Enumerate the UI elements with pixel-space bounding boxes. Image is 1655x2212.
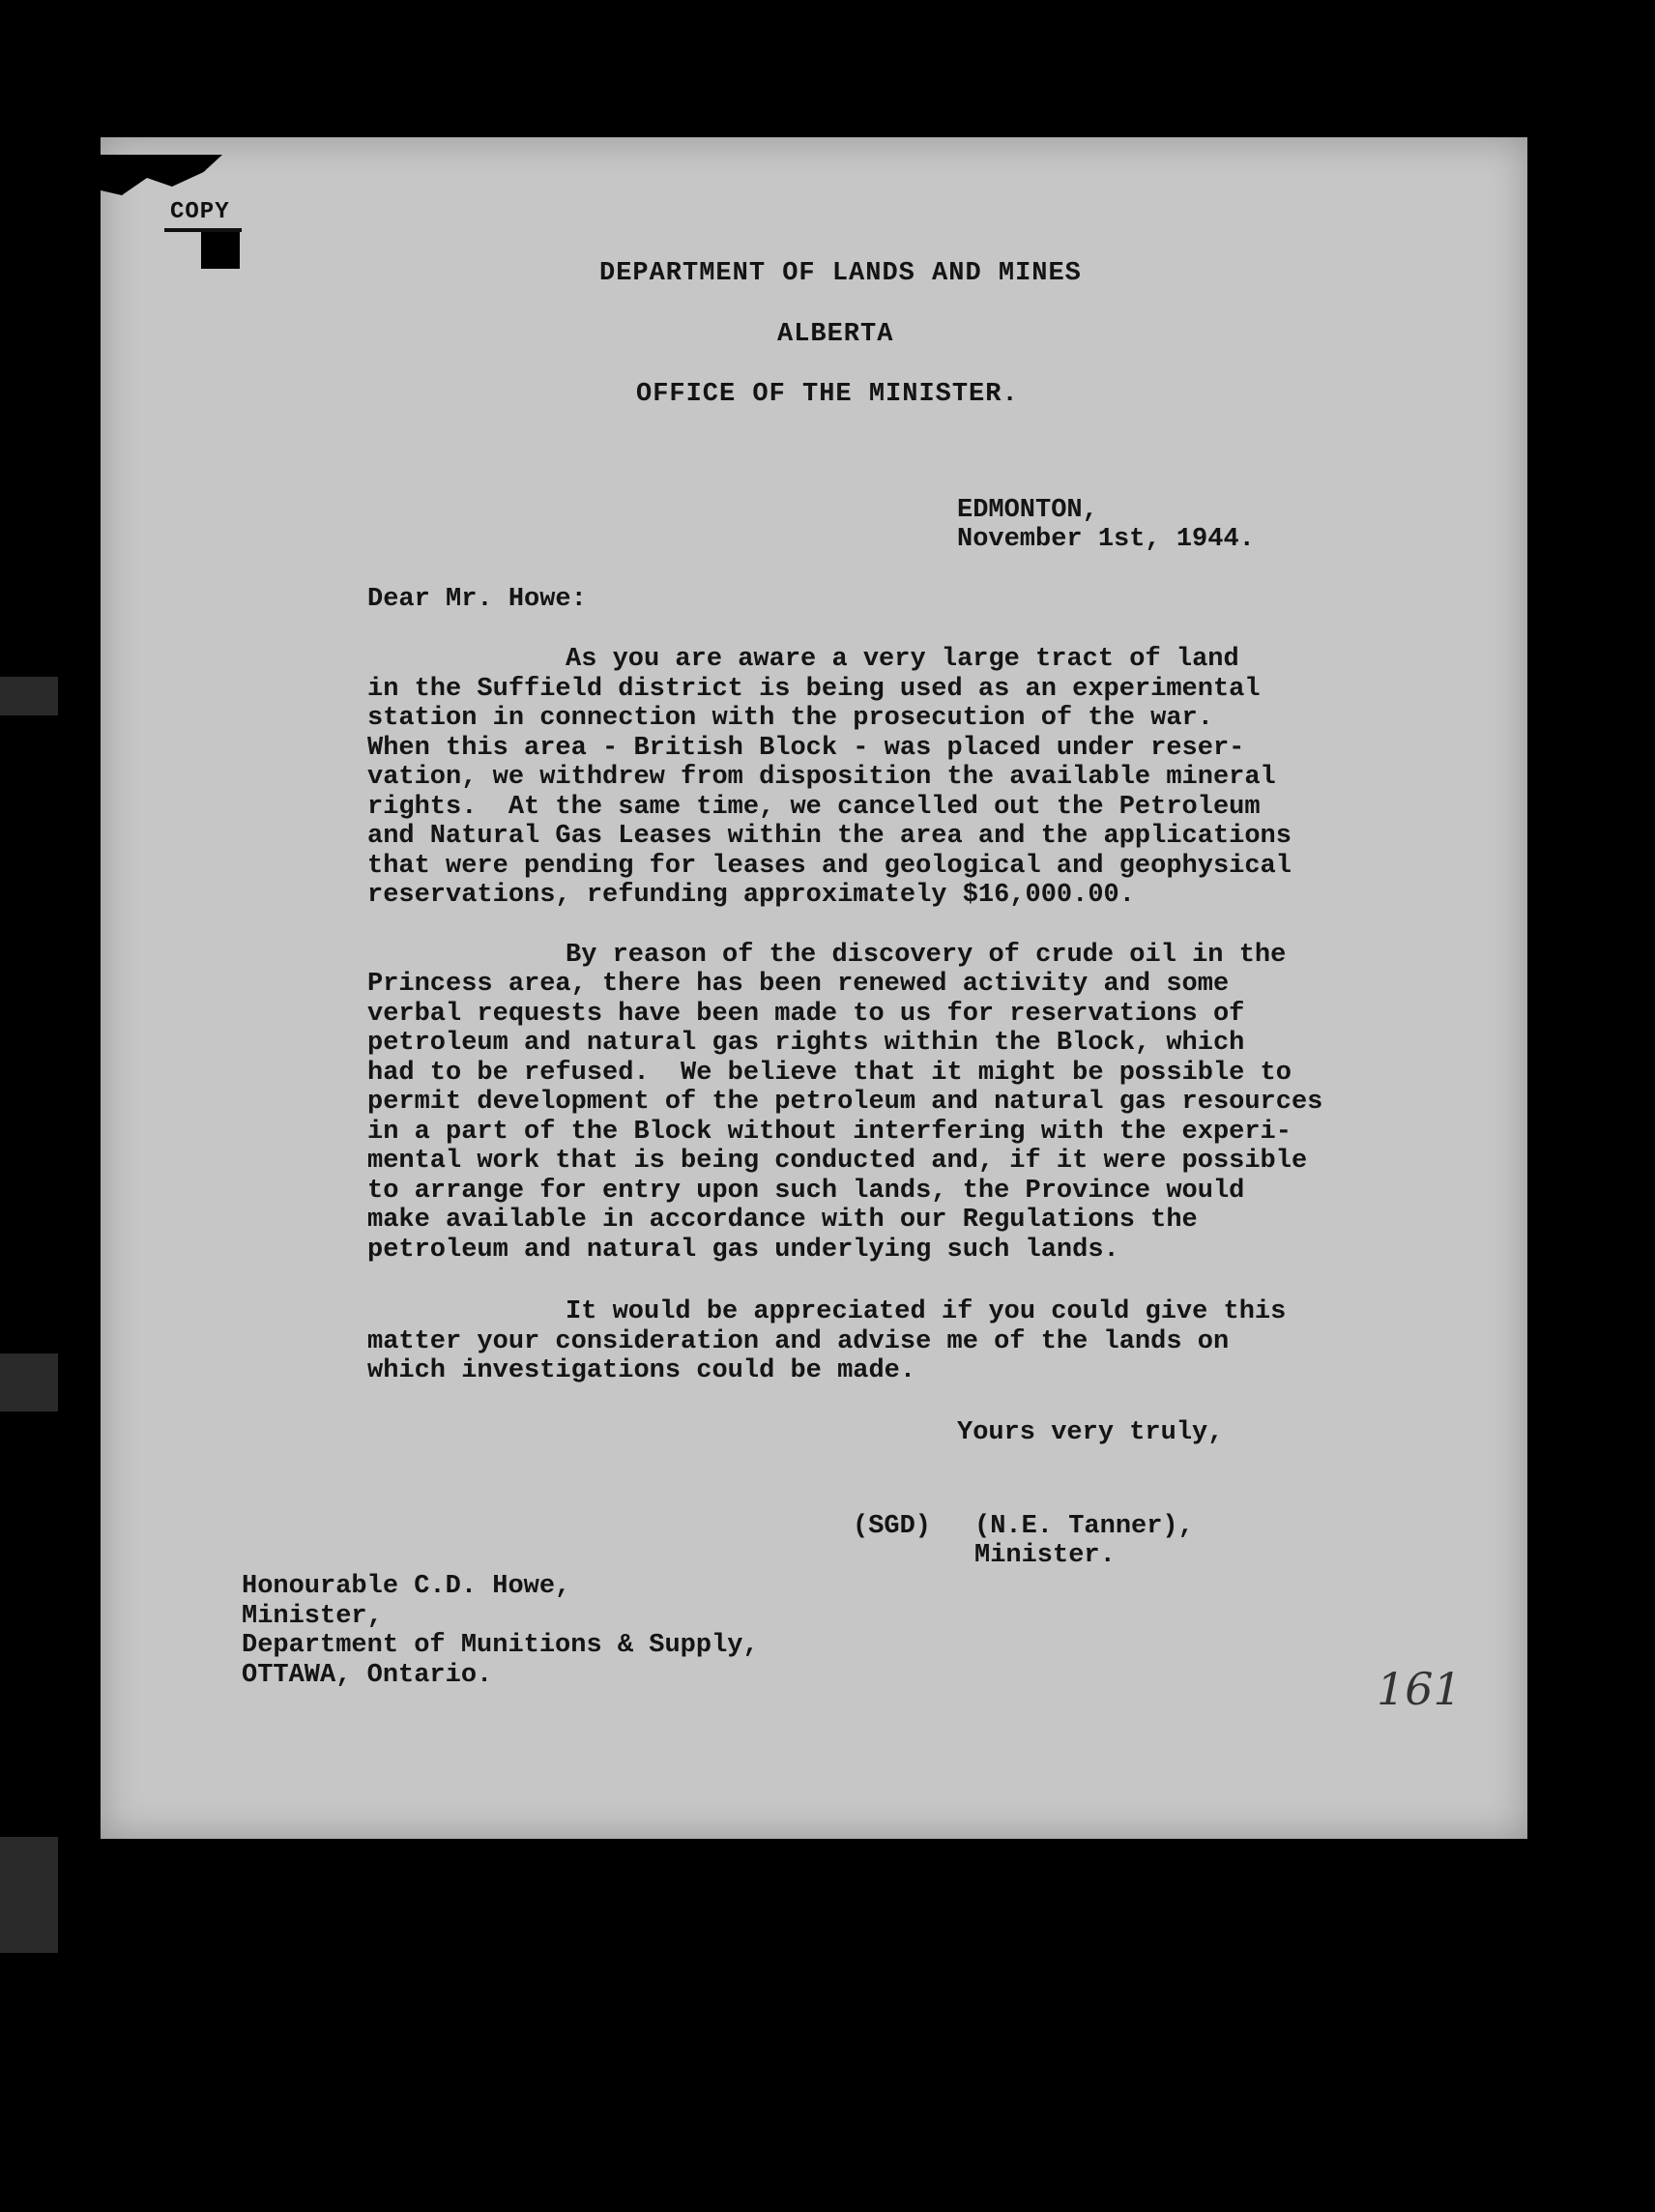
paragraph-line: in the Suffield district is being used as an experimental: [367, 675, 1261, 704]
paragraph-line: As you are aware a very large tract of land: [566, 645, 1239, 674]
date: November 1st, 1944.: [957, 525, 1255, 554]
letterhead-province: ALBERTA: [777, 320, 894, 349]
paragraph-line: petroleum and natural gas rights within the Block, which: [367, 1029, 1245, 1058]
paragraph-line: reservations, refunding approximately $16,000.00.: [367, 881, 1135, 910]
paragraph-line: which investigations could be made.: [367, 1356, 916, 1385]
ink-mark: [201, 232, 240, 269]
signature-name: (N.E. Tanner),: [974, 1512, 1194, 1541]
signature-sgd: (SGD): [853, 1512, 932, 1541]
paragraph-line: vation, we withdrew from disposition the available mineral: [367, 763, 1276, 792]
letterhead-office: OFFICE OF THE MINISTER.: [636, 380, 1019, 409]
paragraph-line: petroleum and natural gas underlying such lands.: [367, 1236, 1119, 1265]
scan-edge: [0, 0, 58, 2212]
paragraph-line: to arrange for entry upon such lands, the Province would: [367, 1177, 1245, 1206]
recipient-line: Department of Munitions & Supply,: [242, 1631, 759, 1660]
paragraph-line: make available in accordance with our Regulations the: [367, 1206, 1198, 1235]
paragraph-line: It would be appreciated if you could give this: [566, 1297, 1287, 1326]
paragraph-line: station in connection with the prosecution of the war.: [367, 704, 1213, 733]
paragraph-line: verbal requests have been made to us for reservations of: [367, 1000, 1245, 1029]
recipient-line: OTTAWA, Ontario.: [242, 1661, 493, 1690]
recipient-line: Honourable C.D. Howe,: [242, 1572, 571, 1601]
paragraph-line: By reason of the discovery of crude oil in the: [566, 941, 1287, 970]
paragraph-line: matter your consideration and advise me of the lands on: [367, 1327, 1230, 1356]
copy-stamp: COPY: [170, 199, 230, 225]
paragraph-line: When this area - British Block - was placed under reser-: [367, 734, 1245, 763]
paragraph-line: in a part of the Block without interfering with the experi-: [367, 1118, 1292, 1147]
letterhead-department: DEPARTMENT OF LANDS AND MINES: [599, 259, 1082, 288]
paragraph-line: Princess area, there has been renewed activity and some: [367, 970, 1230, 999]
paragraph-line: permit development of the petroleum and natural gas resources: [367, 1088, 1323, 1117]
place: EDMONTON,: [957, 496, 1098, 525]
paragraph-line: had to be refused. We believe that it might be possible to: [367, 1059, 1292, 1088]
closing: Yours very truly,: [957, 1418, 1224, 1447]
page-number: 161: [1377, 1663, 1462, 1715]
paragraph-line: mental work that is being conducted and, if it were possible: [367, 1147, 1308, 1176]
signature-title: Minister.: [974, 1541, 1116, 1570]
paragraph-line: that were pending for leases and geological and geophysical: [367, 852, 1292, 881]
salutation: Dear Mr. Howe:: [367, 585, 587, 614]
recipient-line: Minister,: [242, 1602, 383, 1631]
paragraph-line: and Natural Gas Leases within the area and the applications: [367, 822, 1292, 851]
paragraph-line: rights. At the same time, we cancelled out the Petroleum: [367, 793, 1261, 822]
